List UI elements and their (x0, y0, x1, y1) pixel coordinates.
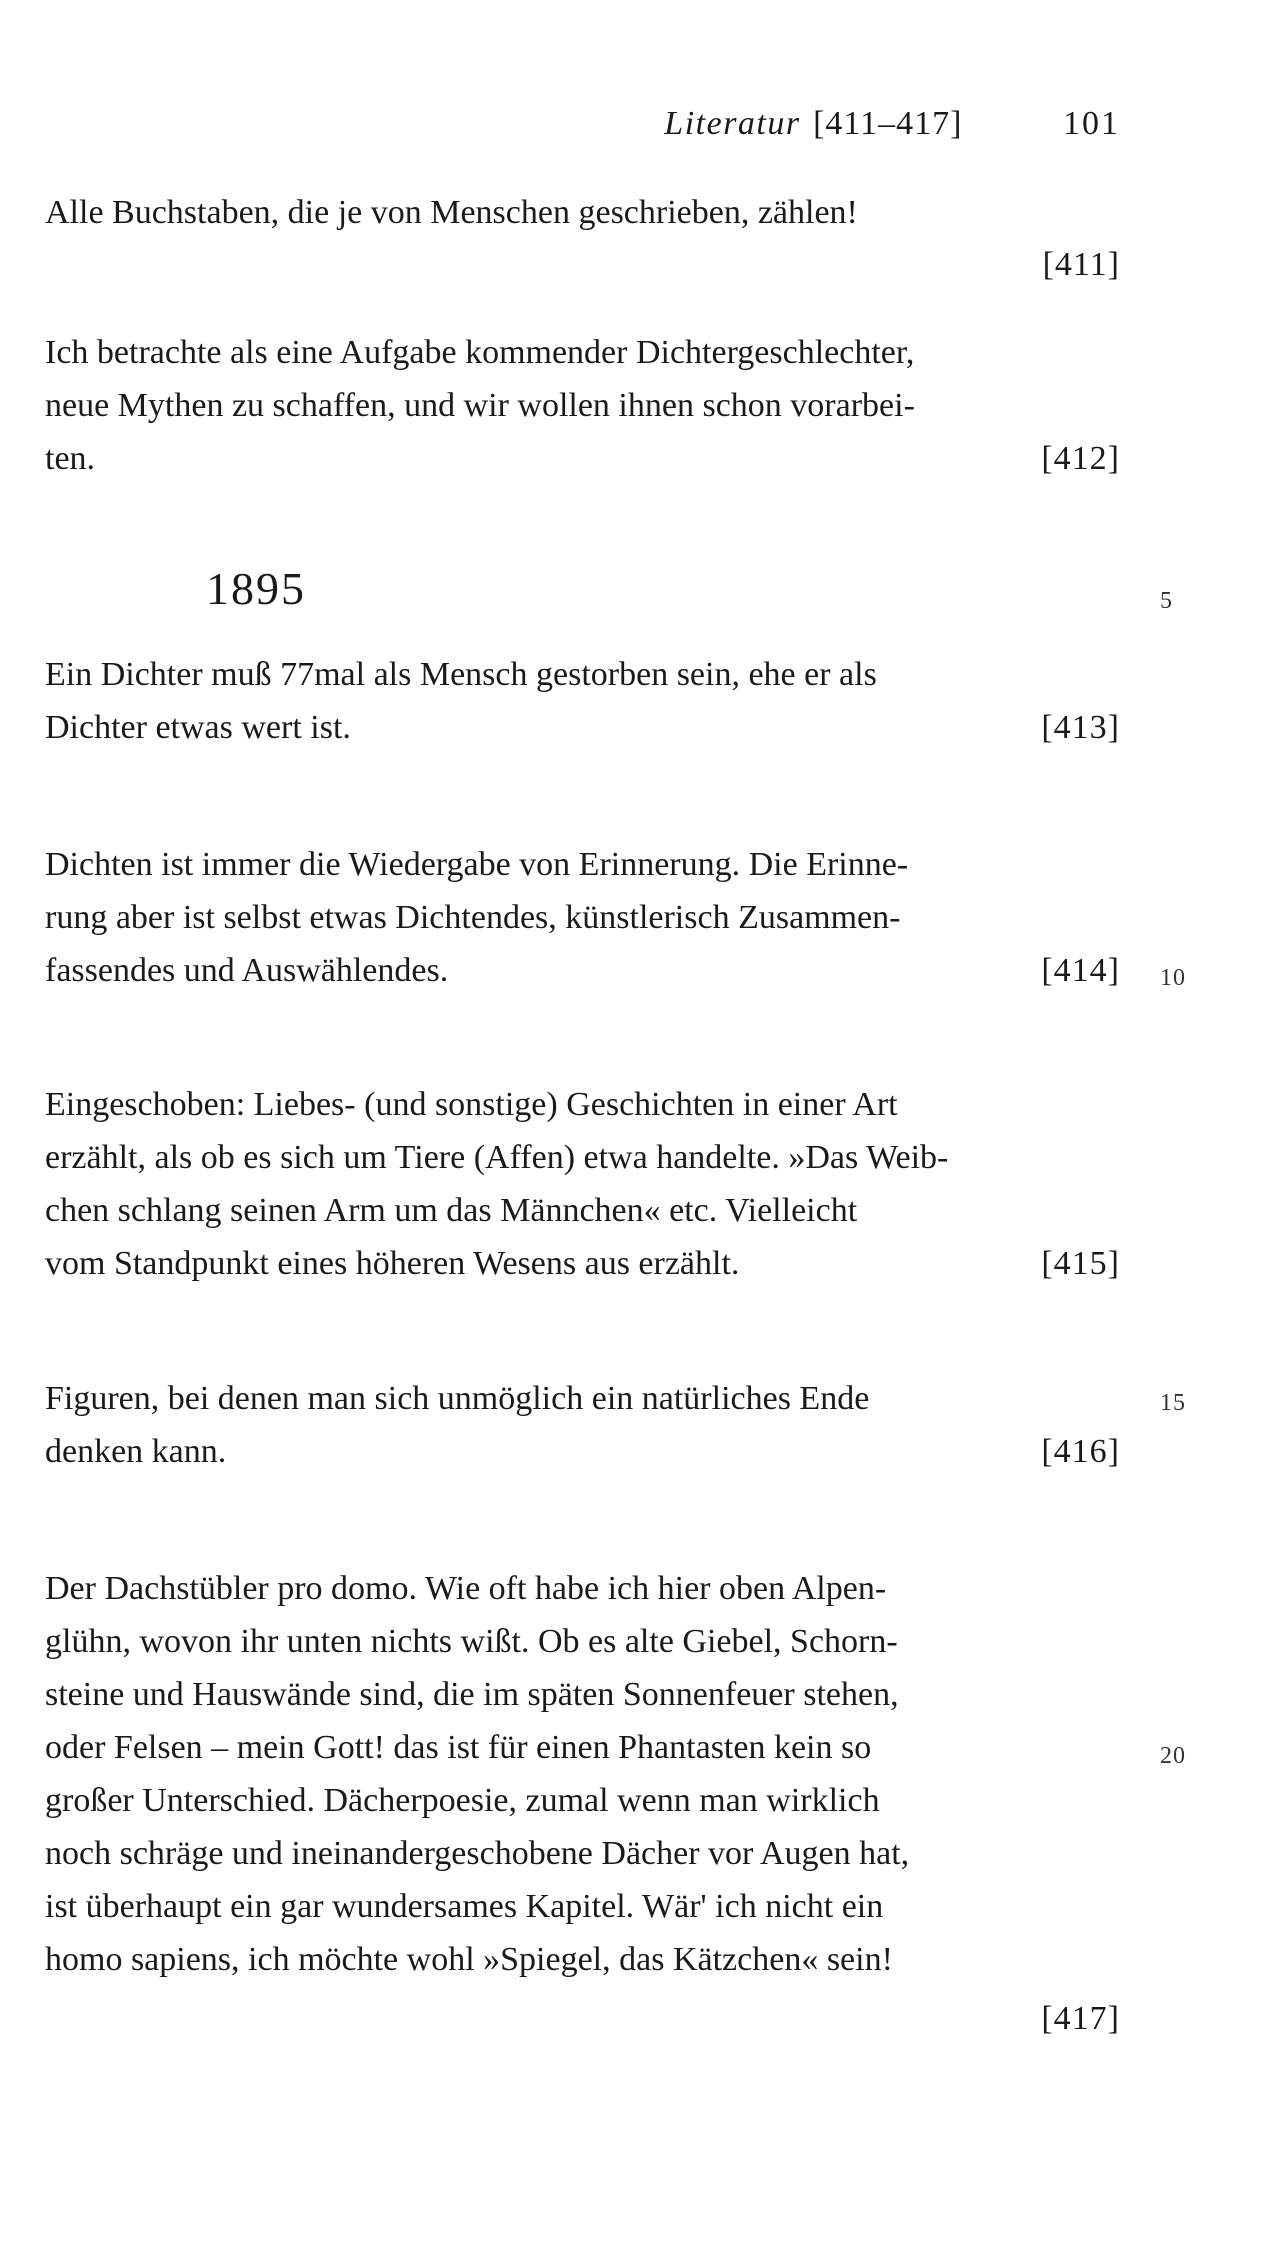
entry-number-416: [416] (1041, 1433, 1120, 1470)
text-line-end: ten. (45, 440, 96, 477)
text-line-end: Dichter etwas wert ist. (45, 709, 351, 746)
text-line: Der Dachstübler pro domo. Wie oft habe ich hier oben Alpen- (45, 1570, 887, 1607)
text-line-end: vom Standpunkt eines höheren Wesens aus erzählt. (45, 1245, 740, 1282)
text-line: oder Felsen – mein Gott! das ist für einen Phantasten kein so (45, 1729, 872, 1766)
text-line (45, 432, 1120, 485)
text-line: homo sapiens, ich möchte wohl »Spiegel, das Kätzchen« sein! (45, 1941, 893, 1978)
text-line: glühn, wovon ihr unten nichts wißt. Ob es alte Giebel, Schorn- (45, 1623, 898, 1660)
text-line: Dichten ist immer die Wiedergabe von Erinnerung. Die Erinne- (45, 846, 909, 883)
text-line (45, 1237, 1120, 1290)
text-line-end: denken kann. (45, 1433, 227, 1470)
text-line: erzählt, als ob es sich um Tiere (Affen) etwa handelte. »Das Weib- (45, 1139, 949, 1176)
aphorism-414 (45, 838, 1120, 997)
text-line: neue Mythen zu schaffen, und wir wollen ihnen schon vorarbei- (45, 387, 915, 424)
aphorism-415 (45, 1078, 1120, 1290)
text-line: Ich betrachte als eine Aufgabe kommender Dichtergeschlechter, (45, 334, 915, 371)
entry-number-413: [413] (1041, 709, 1120, 746)
text-line (45, 944, 1120, 997)
text-line: Alle Buchstaben, die je von Menschen geschrieben, zählen! (45, 194, 858, 231)
text-line-end: fassendes und Auswählendes. (45, 952, 449, 989)
line-number-20: 20 (1160, 1743, 1186, 1769)
aphorism-412 (45, 326, 1120, 485)
entry-number-417: [417] (1041, 2000, 1120, 2037)
running-title: Literatur (664, 105, 801, 142)
entry-number-412: [412] (1041, 440, 1120, 477)
year-heading: 1895 (206, 563, 306, 614)
text-line: Eingeschoben: Liebes- (und sonstige) Geschichten in einer Art (45, 1086, 898, 1123)
text-line: steine und Hauswände sind, die im späten Sonnenfeuer stehen, (45, 1676, 899, 1713)
entry-number-411: [411] (1042, 246, 1120, 283)
text-line: Figuren, bei denen man sich unmöglich ein natürliches Ende (45, 1380, 870, 1417)
aphorism-411 (45, 186, 1120, 239)
text-line: ist überhaupt ein gar wundersames Kapitel. Wär' ich nicht ein (45, 1888, 884, 1925)
page-number: 101 (1063, 105, 1120, 142)
text-line: großer Unterschied. Dächerpoesie, zumal wenn man wirklich (45, 1782, 880, 1819)
line-number-15: 15 (1160, 1390, 1186, 1416)
line-number-5: 5 (1160, 588, 1173, 614)
entry-range: [411–417] (813, 105, 963, 142)
line-number-10: 10 (1160, 965, 1186, 991)
running-header (0, 105, 1120, 143)
text-line: chen schlang seinen Arm um das Männchen« etc. Vielleicht (45, 1192, 858, 1229)
text-line (45, 1425, 1120, 1478)
text-line (45, 701, 1120, 754)
aphorism-413 (45, 648, 1120, 754)
aphorism-417 (45, 1562, 1120, 1986)
text-line: rung aber ist selbst etwas Dichtendes, künstlerisch Zusammen- (45, 899, 901, 936)
entry-number-415: [415] (1041, 1245, 1120, 1282)
text-line: Ein Dichter muß 77mal als Mensch gestorben sein, ehe er als (45, 656, 877, 693)
text-line: noch schräge und ineinandergeschobene Dächer vor Augen hat, (45, 1835, 910, 1872)
entry-number-414: [414] (1041, 952, 1120, 989)
aphorism-416 (45, 1372, 1120, 1478)
